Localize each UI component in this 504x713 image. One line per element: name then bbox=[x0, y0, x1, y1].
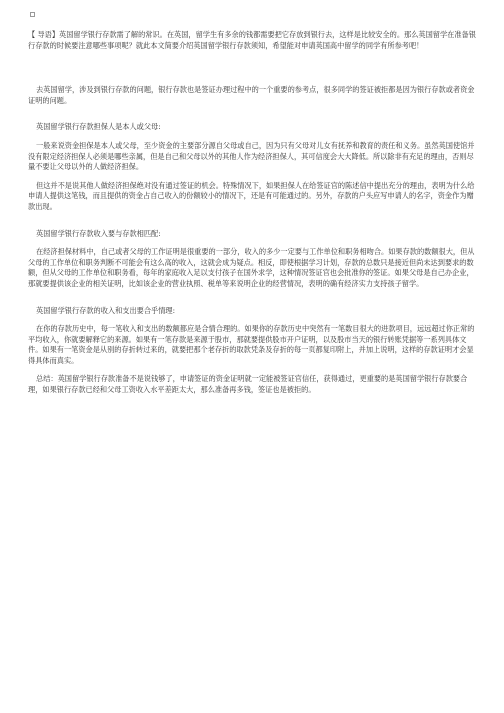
section-heading-3: 英国留学银行存款的收入和支出要合乎情理: bbox=[36, 305, 175, 315]
spacer bbox=[28, 239, 478, 247]
paragraph-4: 在经济担保材料中，自己或者父母的工作证明是很重要的一部分，收入的多少一定要与工作单位和职务相吻合。如果存款的数额很大，但从父母的工作单位和职务判断不可能会有这么高的收入，这就会成为疑点。相反，即使根据学习计划，存款的总数只是接近但尚未达到要求的数额，但从父母的工作单位和职务看，每年的家庭收入足以支付孩子在国外求学，这种情况签证官也会批准你的签证。如果父母是自己办企业，那就要提供该企业的相关证明，比如该企业的营业执照、税单等来说明企业的经营情况，表明的确有经济实力支持孩子留学。 bbox=[28, 247, 475, 288]
spacer bbox=[28, 213, 478, 229]
section-heading-2: 英国留学银行存款收入要与存款相匹配: bbox=[36, 228, 161, 238]
spacer bbox=[28, 133, 478, 141]
paragraph-5: 在你的存款历史中，每一笔收入和支出的数额都应是合情合理的。如果你的存款历史中突然有一笔数目很大的进款项目，远远超过你正常的平均收入，你就要解释它的来源。如果有一笔存款是来源于股市，那就要提供股市开户证明，以及股市当天的银行转账凭据等一系列具体文件。如果有一笔资金是从别的存折转过来的，就要把那个老存折的取款凭条及存折的每一页都复印附上，并加上说明，这样的存款证明才会显得具体而真实。 bbox=[28, 324, 475, 365]
spacer bbox=[28, 290, 478, 306]
summary-paragraph: 总结：英国留学银行存款准备不是说钱够了，申请签证的资金证明就一定能被签证官信任，获得通过，更重要的是英国留学银行存款要合理，如果银行存款已经和父母工资收入水平差距太大，那么准备再多钱，签证也是被拒的。 bbox=[28, 374, 468, 395]
spacer bbox=[28, 77, 478, 85]
page-marker-icon bbox=[30, 12, 35, 17]
spacer bbox=[28, 316, 478, 324]
intro-paragraph: 【 导语】英国留学银行存款需了解的常识。在英国，留学生有多余的钱都需要把它存放到银行去，这样是比较安全的。那么英国留学在准备银行存款的时候要注意哪些事项呢？就此本文简要介绍英国留学银行存款须知，希望能对申请英国高中留学的同学有所参考吧！ bbox=[28, 30, 476, 50]
paragraph-2: 一般来说资金担保是本人或父母，至少资金的主要部分源自父母或自己，因为只有父母对儿女有抚养和教育的责任和义务。虽然英国使馆并没有限定经济担保人必须是哪些亲属，但是自己和父母以外的其他人作为经济担保人，其可信度会大大降低。所以除非有充足的理由，否则尽量不要让父母以外的人做经济担保。 bbox=[28, 140, 475, 172]
spacer bbox=[28, 173, 478, 181]
spacer bbox=[28, 366, 478, 374]
spacer bbox=[28, 51, 478, 77]
paragraph-3: 但这并不是说其他人做经济担保绝对没有通过签证的机会。特殊情况下，如果担保人在给签证官的陈述信中提出充分的理由，表明为什么给申请人提供这笔钱，而且提供的资金占自己收入的份额较小的情况下，还是有可能通过的。另外，存款的户头应写申请人的名字，资金作为赠款出现。 bbox=[28, 180, 475, 211]
paragraph-1: 去英国留学，涉及到银行存款的问题，银行存款也是签证办理过程中的一个重要的参考点，很多同学的签证被拒都是因为银行存款或者资金证明的问题。 bbox=[28, 85, 475, 105]
spacer bbox=[28, 106, 478, 122]
section-heading-1: 英国留学银行存款担保人是本人或父母: bbox=[36, 122, 161, 132]
